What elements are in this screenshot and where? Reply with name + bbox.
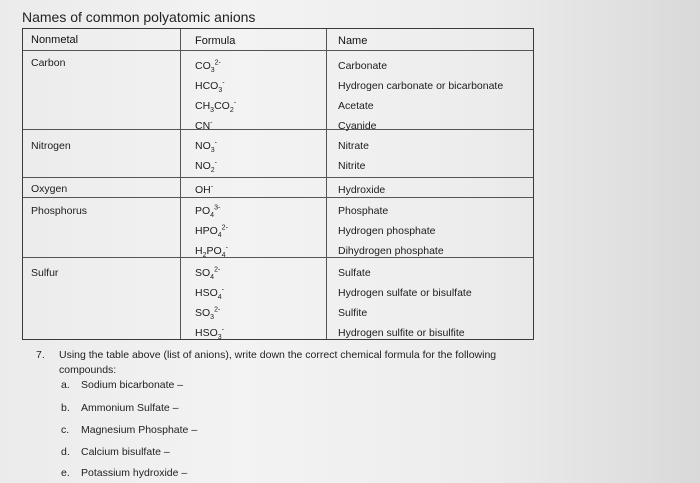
question-item-letter: d. bbox=[61, 446, 70, 458]
table-divider-vertical-2 bbox=[326, 29, 327, 339]
formula-cell: $H_2PO_4^-$ bbox=[195, 244, 228, 260]
formula-cell: $NO_2^-$ bbox=[195, 159, 217, 175]
question-item-text: Ammonium Sulfate – bbox=[81, 402, 179, 414]
formula-cell: $HSO_3^-$ bbox=[195, 326, 225, 342]
question-item-letter: b. bbox=[61, 402, 70, 414]
anion-name-cell: Hydrogen sulfite or bisulfite bbox=[338, 327, 465, 339]
group-divider bbox=[23, 197, 533, 198]
anion-name-cell: Cyanide bbox=[338, 120, 377, 132]
question-item-text: Potassium hydroxide – bbox=[81, 467, 188, 479]
nonmetal-label: Sulfur bbox=[31, 267, 59, 279]
formula-cell: OH- bbox=[195, 183, 214, 196]
page-title: Names of common polyatomic anions bbox=[22, 9, 256, 25]
formula-cell: $HSO_4^-$ bbox=[195, 286, 225, 302]
formula-cell: $CO_3^{2-}$ bbox=[195, 59, 221, 75]
nonmetal-label: Nitrogen bbox=[31, 140, 71, 152]
formula-cell: $SO_4^{2-}$ bbox=[195, 266, 221, 282]
anion-name-cell: Hydrogen sulfate or bisulfate bbox=[338, 287, 472, 299]
formula-cell: $PO_4^{3-}$ bbox=[195, 204, 221, 220]
header-nonmetal: Nonmetal bbox=[31, 34, 79, 46]
formula-cell: $SO_3^{2-}$ bbox=[195, 306, 221, 322]
formula-cell: $CH_3CO_2^-$ bbox=[195, 99, 237, 115]
anion-name-cell: Carbonate bbox=[338, 60, 388, 72]
formula-cell: $HCO_3^-$ bbox=[195, 79, 225, 95]
table-divider-vertical-1 bbox=[180, 29, 181, 339]
anion-name-cell: Hydroxide bbox=[338, 184, 386, 196]
nonmetal-label: Carbon bbox=[31, 57, 66, 69]
group-divider bbox=[23, 257, 533, 258]
question-text-cont: compounds: bbox=[59, 364, 117, 376]
header-name: Name bbox=[338, 35, 368, 47]
anion-name-cell: Hydrogen phosphate bbox=[338, 225, 436, 237]
anion-name-cell: Hydrogen carbonate or bicarbonate bbox=[338, 80, 504, 92]
question-item-text: Magnesium Phosphate – bbox=[81, 424, 198, 436]
header-divider bbox=[23, 50, 533, 51]
formula-cell: $HPO_4^{2-}$ bbox=[195, 224, 228, 240]
question-item-letter: c. bbox=[61, 424, 70, 436]
question-text: Using the table above (list of anions), write down the correct chemical formula for the following bbox=[59, 349, 497, 361]
anion-name-cell: Phosphate bbox=[338, 205, 389, 217]
question-number: 7. bbox=[36, 349, 45, 361]
nonmetal-label: Phosphorus bbox=[31, 205, 88, 217]
question-item-letter: e. bbox=[61, 467, 70, 479]
question-item-text: Sodium bicarbonate – bbox=[81, 379, 184, 391]
formula-cell: CN- bbox=[195, 119, 213, 132]
group-divider bbox=[23, 129, 533, 130]
anion-name-cell: Acetate bbox=[338, 100, 374, 112]
anion-name-cell: Nitrite bbox=[338, 160, 366, 172]
anion-table bbox=[22, 28, 534, 340]
group-divider bbox=[23, 177, 533, 178]
anion-name-cell: Dihydrogen phosphate bbox=[338, 245, 444, 257]
header-formula: Formula bbox=[195, 35, 236, 47]
anion-name-cell: Sulfite bbox=[338, 307, 368, 319]
question-item-text: Calcium bisulfate – bbox=[81, 446, 170, 458]
question-item-letter: a. bbox=[61, 379, 70, 391]
anion-name-cell: Sulfate bbox=[338, 267, 371, 279]
formula-cell: $NO_3^-$ bbox=[195, 139, 217, 155]
anion-name-cell: Nitrate bbox=[338, 140, 369, 152]
nonmetal-label: Oxygen bbox=[31, 183, 68, 195]
